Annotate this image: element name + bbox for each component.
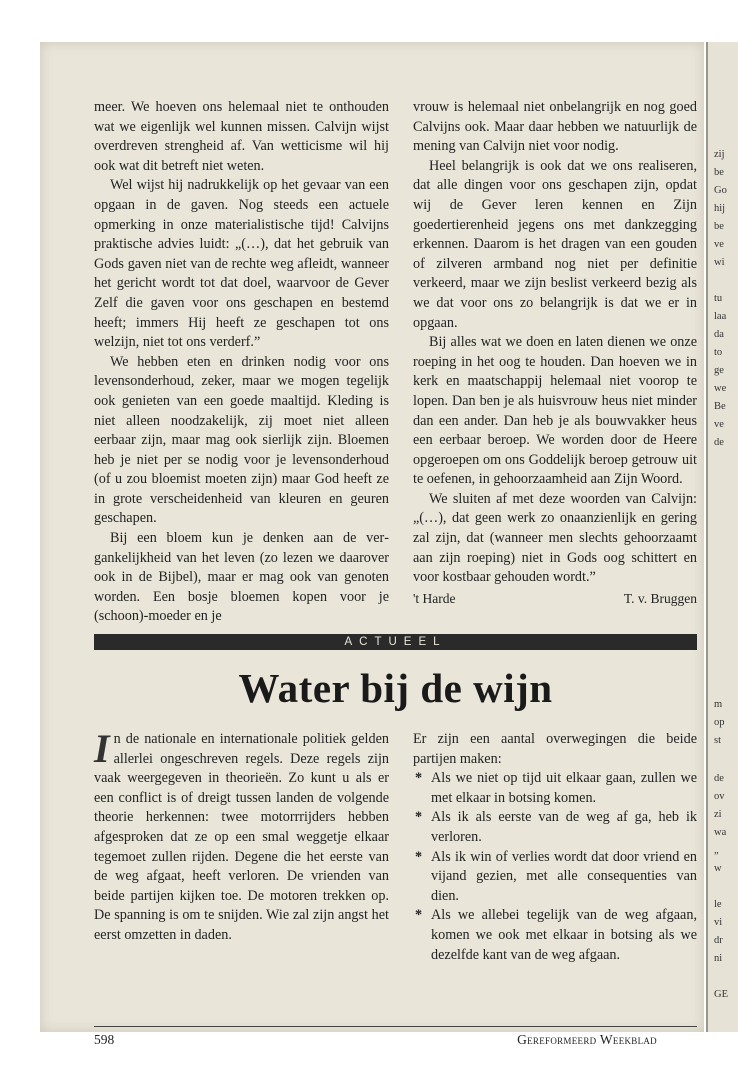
next-page-fragment: de xyxy=(714,773,724,784)
page-number: 598 xyxy=(94,1032,115,1047)
next-page-fragment: de xyxy=(714,437,724,448)
next-page-fragment: ov xyxy=(714,791,725,802)
next-page-fragment: ge xyxy=(714,365,724,376)
signoff-place: 't Harde xyxy=(413,590,456,606)
magazine-name: Gereformeerd Weekblad xyxy=(517,1032,657,1047)
next-page-fragment: Be xyxy=(714,401,726,412)
next-page-fragment: be xyxy=(714,167,724,178)
bullet-item: * Als ik als eerste van de weg af ga, heb ik verloren. xyxy=(413,808,697,847)
next-page-fragment: zij xyxy=(714,149,725,160)
next-page-fragment: be xyxy=(714,221,724,232)
section-label-bar: ACTUEEL xyxy=(94,634,697,650)
article-column-left-top xyxy=(94,98,389,627)
next-page-fragment: ve xyxy=(714,419,724,430)
next-page-fragment: da xyxy=(714,329,724,340)
next-page-fragment: le xyxy=(714,899,722,910)
paragraph: We sluiten af met deze woorden van Calvijn: „(…), dat geen werk zo onaanzienlijk en gering zal zijn, dat (wanneer men slechts gehoorzaamt aan zijn roeping) niet in Gods oog schittert en voor kostbaar gehouden wordt.” xyxy=(413,490,697,586)
next-page-fragment: w xyxy=(714,863,722,874)
next-page-fragment: st xyxy=(714,735,722,746)
next-page-fragment: m xyxy=(714,699,723,710)
paragraph: Heel belangrijk is ook dat we ons realiseren, dat alle dingen voor ons geschapen zijn, opdat wij de Gever leren kennen en Zijn goedertierenheid jegens ons met dankzegging erkennen. Daarom is het dragen van een gouden of zilveren armband nog niet per definitie verkeerd, maar we zijn beslist verkeerd bezig als we dat voor ons zo belangrijk is dat we er in opgaan. xyxy=(413,157,697,331)
next-page-fragment: dr xyxy=(714,935,723,946)
bullet-list xyxy=(413,769,697,965)
next-page-edge xyxy=(706,42,738,1032)
bullet-item: * Als we allebei tegelijk van de weg afgaan, komen we ook met elkaar in botsing als we dezelfde kant van de weg afgaan. xyxy=(413,906,697,965)
next-page-fragment: wa xyxy=(714,827,727,838)
paragraph: Bij een bloem kun je denken aan de vergankelijkheid van het leven (zo lezen we daarover ook in de Bijbel), maar er mag ook van genoten worden. Een bosje bloemen kopen voor je (schoon)-moeder en je xyxy=(94,530,389,625)
next-page-fragment: ve xyxy=(714,239,724,250)
article-signoff xyxy=(413,589,697,609)
paragraph: vrouw is helemaal niet onbelangrijk en nog goed Calvijns ook. Maar daar hebben we natuurlijk de mening van Calvijn niet voor nodig. xyxy=(413,99,697,155)
bullet-item: * Als ik win of verlies wordt dat door vriend en vijand gezien, met alle consequenties van dien. xyxy=(413,848,697,907)
footer-rule xyxy=(94,1026,697,1027)
next-page-fragment: zi xyxy=(714,809,722,820)
paragraph: Bij alles wat we doen en laten dienen we onze roeping in het oog te houden. Dan hoeven we in kerk en maatschappij helemaal niet voorop te lopen. Dan ben je als huisvrouw heus niet minder dan een ander. Dan heb je als bouwvakker heus een eerbaar beroep. We worden door de Heere opgeroepen om ons Goddelijk beroep getrouw uit te oefenen, in gehoorzaamheid aan Zijn Woord. xyxy=(413,334,697,488)
intro-paragraph xyxy=(94,726,389,946)
next-page-fragment: laa xyxy=(714,311,727,322)
bullet-item: * Als we niet op tijd uit elkaar gaan, zullen we met elkaar in botsing komen. xyxy=(413,769,697,808)
bullets-intro: Er zijn een aantal overwegingen die beide partijen maken: xyxy=(413,731,697,767)
paragraph: meer. We hoeven ons helemaal niet te onthouden wat we eigenlijk wel kunnen missen. Calvijn wijst overdreven strengheid af. Van wetticisme wil hij ook wat dit betreft niet weten. xyxy=(94,99,389,174)
next-page-fragment: to xyxy=(714,347,723,358)
next-page-fragment: op xyxy=(714,717,725,728)
next-page-fragment: tu xyxy=(714,293,723,304)
next-page-fragment: hij xyxy=(714,203,726,214)
magazine-page xyxy=(40,42,704,1047)
article-column-right-bottom xyxy=(413,730,697,965)
next-page-fragment: vi xyxy=(714,917,723,928)
article-column-left-bottom xyxy=(94,726,389,946)
drop-cap: I xyxy=(94,726,110,771)
article-headline: Water bij de wijn xyxy=(238,665,553,711)
next-page-fragment: wi xyxy=(714,257,725,268)
next-page-fragment: „ xyxy=(714,845,719,856)
next-page-fragment: we xyxy=(714,383,727,394)
paragraph: We hebben eten en drinken nodig voor ons levensonderhoud, zeker, maar we mogen tegelijk ook genieten van een goede maaltijd. Kleding is niet alleen noodzakelijk, zij moet niet alleen eerbaar zijn, maar mag ook sierlijk zijn. Bloemen heb je niet per se nodig voor je levensonderhoud (of u zou bloemist moeten zijn) maar God heeft ze in grote verscheidenheid van kleuren en geuren geschapen. xyxy=(94,353,389,527)
paragraph: Wel wijst hij nadrukkelijk op het gevaar van een opgaan in de gaven. Nog steeds een actuele opmerking in onze materialistische tijd! Calvijns praktische advies luidt: „(…), dat het gebruik van Gods gaven niet van de rechte weg afleidt, wanneer het gericht wordt tot dat doel, waarvoor de Gever Zelf die gaven voor ons geschapen en bestemd heeft; immers Hij heeft ze geschapen tot ons welzijn, niet tot ons verderf.” xyxy=(94,177,389,351)
next-page-fragment: ni xyxy=(714,953,723,964)
signoff-author: T. v. Bruggen xyxy=(623,590,697,606)
next-page-fragment: Go xyxy=(714,185,727,196)
intro-text: n de nationale en internationale politiek gelden allerlei ongeschreven regels. Deze regels zijn vaak weergegeven in theorieën. Zo kunt u als er een conflict is of dreigt tussen landen de volgende theorie herkennen: twee motorrrijders hebben afgesproken dat ze op een smal weggetje elkaar tegemoet zullen rijden. Degene die het eerste van de weg afgaat, heeft verloren. De vrienden van beide partijen kijken toe. De motoren trekken op. De spanning is om te snijden. Wie zal zijn angst het eerst omzetten in daden. xyxy=(94,731,389,943)
next-page-fragment: GE xyxy=(714,989,728,1000)
article-column-right-top xyxy=(413,98,697,608)
